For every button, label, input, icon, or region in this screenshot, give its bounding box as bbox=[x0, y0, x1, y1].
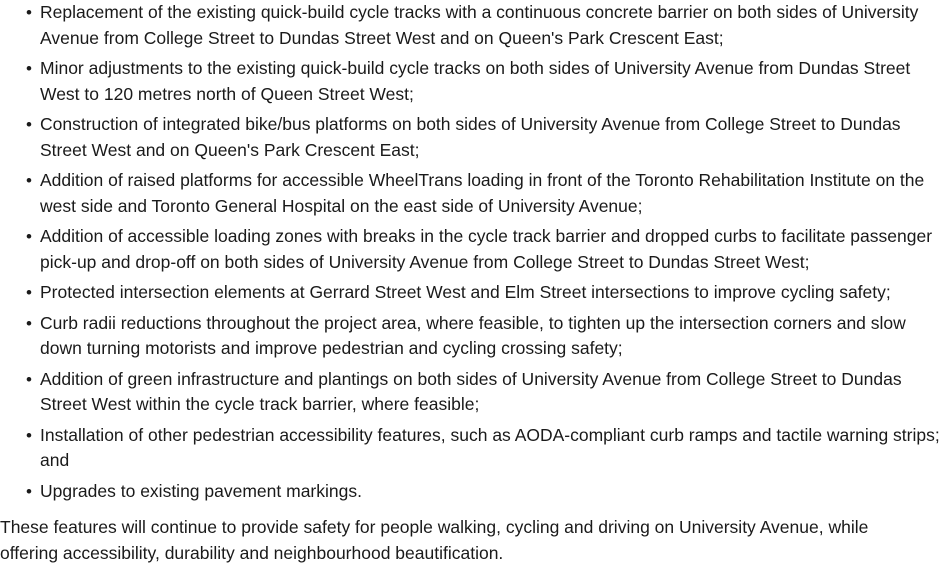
bullet-icon: • bbox=[26, 481, 32, 501]
list-item bbox=[0, 280, 948, 306]
list-item bbox=[0, 56, 948, 107]
bullet-icon: • bbox=[26, 171, 32, 190]
list-item bbox=[0, 224, 948, 275]
list-item bbox=[0, 367, 948, 418]
bullet-icon: • bbox=[26, 313, 32, 333]
list-item-text: Construction of integrated bike/bus platforms on both sides of University Avenue from College Street to Dundas Street West and on Queen's Park Crescent East; bbox=[40, 114, 901, 160]
list-item bbox=[0, 423, 948, 474]
list-item bbox=[0, 311, 948, 362]
list-item-text: Curb radii reductions throughout the project area, where feasible, to tighten up the intersection corners and slow down turning motorists and improve pedestrian and cycling crossing safety; bbox=[40, 312, 906, 358]
bullet-icon: • bbox=[26, 283, 32, 302]
list-item bbox=[0, 479, 948, 505]
bullet-icon: • bbox=[26, 59, 32, 78]
list-item-text: Protected intersection elements at Gerrard Street West and Elm Street intersections to improve cycling safety; bbox=[40, 282, 891, 302]
bullet-icon: • bbox=[26, 227, 32, 246]
list-item-text: Minor adjustments to the existing quick-build cycle tracks on both sides of University Avenue from Dundas Street West to 120 metres north of Queen Street West; bbox=[40, 58, 911, 104]
bullet-icon: • bbox=[26, 115, 32, 134]
bullet-icon: • bbox=[26, 369, 32, 389]
closing-paragraph: These features will continue to provide safety for people walking, cycling and driving on University Avenue, while offering accessibility, durability and neighbourhood beautification. bbox=[0, 517, 869, 563]
list-item-text: Installation of other pedestrian accessibility features, such as AODA-compliant curb ramps and tactile warning strips; and bbox=[40, 424, 940, 470]
list-item bbox=[0, 0, 948, 51]
list-item-text: Upgrades to existing pavement markings. bbox=[40, 480, 362, 501]
list-item bbox=[0, 168, 948, 219]
bullet-icon: • bbox=[26, 3, 32, 22]
list-item-text: Replacement of the existing quick-build cycle tracks with a continuous concrete barrier on both sides of University Avenue from College Street to Dundas Street West and on Queen's Park Crescent East; bbox=[40, 2, 919, 48]
list-item-text: Addition of raised platforms for accessible WheelTrans loading in front of the Toronto Rehabilitation Institute on the west side and Toronto General Hospital on the east side of University Avenue; bbox=[40, 170, 925, 216]
bullet-icon: • bbox=[26, 425, 32, 445]
list-item-text: Addition of green infrastructure and plantings on both sides of University Avenue from College Street to Dundas Street West within the cycle track barrier, where feasible; bbox=[40, 368, 902, 414]
list-item-text: Addition of accessible loading zones with breaks in the cycle track barrier and dropped curbs to facilitate passenger pick-up and drop-off on both sides of University Avenue from College Street to Dundas Street West; bbox=[40, 226, 933, 272]
list-item bbox=[0, 112, 948, 163]
